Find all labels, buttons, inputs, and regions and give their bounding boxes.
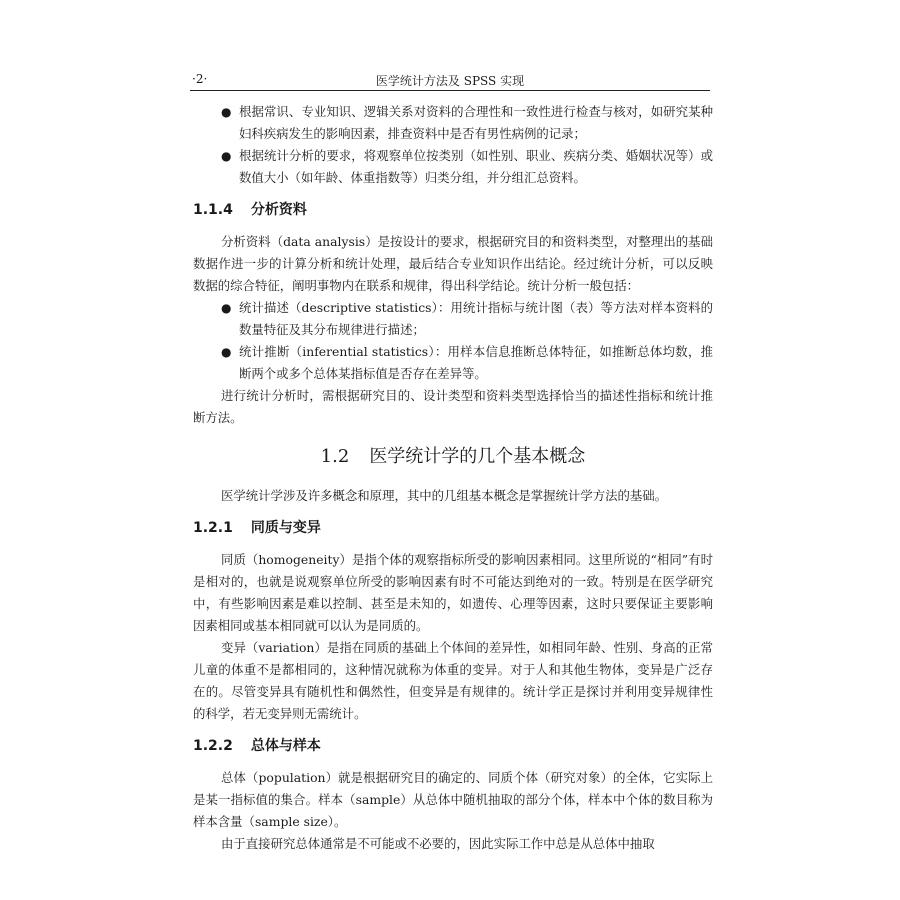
bullet-icon: ● xyxy=(221,301,232,315)
paragraph: 医学统计学涉及许多概念和原理，其中的几组基本概念是掌握统计学方法的基础。 xyxy=(221,488,668,503)
analysis-bullet-list xyxy=(193,297,713,385)
bullet-icon: ● xyxy=(221,149,232,163)
section-heading-1-2-1: 1.2.1 同质与变异 xyxy=(193,520,321,536)
paragraph: 由于直接研究总体通常是不可能或不必要的，因此实际工作中总是从总体中抽取 xyxy=(221,836,655,851)
bullet-item: ● 统计推断（inferential statistics）：用样本信息推断总体特征，如推断总体均数，推断两个或多个总体某指标值是否存在差异等。 xyxy=(193,341,713,385)
paragraph: 总体（population）就是根据研究目的确定的、同质个体（研究对象）的全体，它实际上是某一指标值的集合。样本（sample）从总体中随机抽取的部分个体，样本中个体的数目称为样本含量（sample size）。 xyxy=(193,770,713,829)
section-heading-1-1-4: 1.1.4 分析资料 xyxy=(193,202,307,218)
section-heading-1-2-2: 1.2.2 总体与样本 xyxy=(193,738,321,754)
paragraph: 分析资料（data analysis）是按设计的要求，根据研究目的和资料类型，对整理出的基础数据作进一步的计算分析和统计处理，最后结合专业知识作出结论。经过统计分析，可以反映数据的综合特征，阐明事物内在联系和规律，得出科学结论。统计分析一般包括： xyxy=(193,234,713,293)
header-rule xyxy=(190,90,710,91)
bullet-item: ● 统计描述（descriptive statistics）：用统计指标与统计图（表）等方法对样本资料的数量特征及其分布规律进行描述； xyxy=(193,297,713,341)
section-heading-1-2: 1.2 医学统计学的几个基本概念 xyxy=(320,446,586,467)
paragraph: 同质（homogeneity）是指个体的观察指标所受的影响因素相同。这里所说的“相同”有时是相对的，也就是说观察单位所受的影响因素有时不可能达到绝对的一致。特别是在医学研究中，有些影响因素是难以控制、甚至是未知的，如遗传、心理等因素，这时只要保证主要影响因素相同或基本相同就可以认为是同质的。 xyxy=(193,552,713,633)
checking-bullet-list xyxy=(193,101,713,189)
paragraph: 进行统计分析时，需根据研究目的、设计类型和资料类型选择恰当的描述性指标和统计推断方法。 xyxy=(193,388,713,425)
bullet-item: ● 根据常识、专业知识、逻辑关系对资料的合理性和一致性进行检查与核对，如研究某种妇科疾病发生的影响因素，排查资料中是否有男性病例的记录； xyxy=(193,101,713,145)
running-header-title: 医学统计方法及 SPSS 实现 xyxy=(375,74,525,88)
bullet-icon: ● xyxy=(221,345,232,359)
page-body xyxy=(193,101,713,855)
bullet-icon: ● xyxy=(221,105,232,119)
page-number: ·2· xyxy=(192,72,208,86)
running-header xyxy=(190,68,710,90)
paragraph: 变异（variation）是指在同质的基础上个体间的差异性，如相同年龄、性别、身高的正常儿童的体重不是都相同的，这种情况就称为体重的变异。对于人和其他生物体，变异是广泛存在的。尽管变异具有随机性和偶然性，但变异是有规律的。统计学正是探讨并利用变异规律性的科学，若无变异则无需统计。 xyxy=(193,640,713,721)
bullet-item: ● 根据统计分析的要求，将观察单位按类别（如性别、职业、疾病分类、婚姻状况等）或数值大小（如年龄、体重指数等）归类分组，并分组汇总资料。 xyxy=(193,145,713,189)
